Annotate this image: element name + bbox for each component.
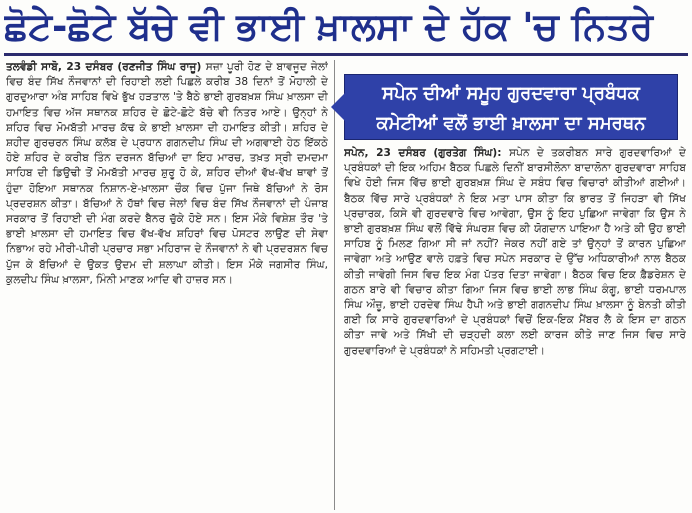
right-article-dateline: ਸਪੇਨ, 23 ਦਸੰਬਰ (ਗੁਰਤੇਗ ਸਿੰਘ): bbox=[344, 147, 510, 159]
headline: ਛੋਟੇ-ਛੋਟੇ ਬੱਚੇ ਵੀ ਭਾਈ ਖ਼ਾਲਸਾ ਦੇ ਹੱਕ 'ਚ ਨਿਤਰੇ bbox=[4, 5, 654, 48]
right-article-body: ਸਪੇਨ ਦੇ ਤਕਰੀਬਨ ਸਾਰੇ ਗੁਰਦਵਾਰਿਆਂ ਦੇ ਪ੍ਰਬੰਧਕਾਂ ਦੀ ਇਕ ਅਹਿਮ ਬੈਠਕ ਪਿਛਲੇ ਦਿਨੀਂ ਬਾਰਸੀਲੋਨਾ ਬਾਦਾਲੋਨਾ ਗੁਰਦਵਾਰਾ ਸਾਹਿਬ ਵਿਖੇ ਹੋਈ ਜਿਸ ਵਿੱਚ ਭਾਈ ਗੁਰਬਖ਼ਸ਼ ਸਿੰਘ ਦੇ ਸਬੰਧ ਵਿਚ ਵਿਚਾਰਾਂ ਕੀਤੀਆਂ ਗਈਆਂ। ਬੈਠਕ ਵਿੱਚ ਸਾਰੇ ਪ੍ਰਬੰਧਕਾਂ ਨੇ ਇਕ ਮਤਾ ਪਾਸ ਕੀਤਾ ਕਿ ਭਾਰਤ ਤੋਂ ਜਿਹੜਾ ਵੀ ਸਿੱਖ ਪ੍ਰਚਾਰਕ, ਕਿਸੇ ਵੀ ਗੁਰਦਵਾਰੇ ਵਿਚ ਆਵੇਗਾ, ਉਸ ਨੂੰ ਇਹ ਪੁਛਿਆ ਜਾਵੇਗਾ ਕਿ ਉਸ ਨੇ ਭਾਈ ਗੁਰਬਖ਼ਸ਼ ਸਿੰਘ ਵਲੋਂ ਵਿੱਢੇ ਸੰਘਰਸ਼ ਵਿਚ ਕੀ ਯੋਗਦਾਨ ਪਾਇਆ ਹੈ ਅਤੇ ਕੀ ਉਹ ਭਾਈ ਸਾਹਿਬ ਨੂੰ ਮਿਲਣ ਗਿਆ ਸੀ ਜਾਂ ਨਹੀਂ? ਜੇਕਰ ਨਹੀਂ ਗਏ ਤਾਂ ਉਨ੍ਹਾਂ ਤੋਂ ਕਾਰਨ ਪੁਛਿਆ ਜਾਵੇਗਾ ਅਤੇ ਆਉਣ ਵਾਲੇ ਹਫ਼ਤੇ ਵਿਚ ਸਪੇਨ ਸਰਕਾਰ ਦੇ ਉੱਚ ਅਧਿਕਾਰੀਆਂ ਨਾਲ ਬੈਠਕ ਕੀਤੀ ਜਾਵੇਗੀ ਜਿਸ ਵਿਚ ਇਕ ਮੰਗ ਪੱਤਰ ਦਿਤਾ ਜਾਵੇਗਾ। ਬੈਠਕ ਵਿਚ ਇਕ ਫ਼ੈਡਰੇਸ਼ਨ ਦੇ ਗਠਨ ਬਾਰੇ ਵੀ ਵਿਚਾਰ ਕੀਤਾ ਗਿਆ ਜਿਸ ਵਿਚ ਭਾਈ ਲਾਭ ਸਿੰਘ ਕੰਗੂ, ਭਾਈ ਧਰਮਪਾਲ ਸਿੰਘ ਔਜ਼ੂ, ਭਾਈ ਹਰਦੇਵ ਸਿੰਘ ਹੈਪੀ ਅਤੇ ਭਾਈ ਗਗਨਦੀਪ ਸਿੰਘ ਖ਼ਾਲਸਾ ਨੂੰ ਬੇਨਤੀ ਕੀਤੀ ਗਈ ਕਿ ਸਾਰੇ ਗੁਰਦਵਾਰਿਆਂ ਦੇ ਪ੍ਰਬੰਧਕਾਂ ਵਿਚੋਂ ਇਕ-ਇਕ ਮੈਂਬਰ ਲੈ ਕੇ ਇਸ ਦਾ ਗਠਨ ਕੀਤਾ ਜਾਵੇ ਅਤੇ ਸਿੱਖੀ ਦੀ ਚੜ੍ਹਦੀ ਕਲਾ ਲਈ ਕਾਰਜ ਕੀਤੇ ਜਾਣ ਜਿਸ ਵਿਚ ਸਾਰੇ ਗੁਰਦਵਾਰਿਆਂ ਦੇ ਪ੍ਰਬੰਧਕਾਂ ਨੇ ਸਹਿਮਤੀ ਪ੍ਰਗਟਾਈ। bbox=[344, 147, 686, 357]
right-article bbox=[344, 146, 686, 508]
left-article-body: ਸਜ਼ਾ ਪੂਰੀ ਹੋਣ ਦੇ ਬਾਵਜੂਦ ਜੇਲਾਂ ਵਿਚ ਬੰਦ ਸਿੱਖ ਨੌਜਵਾਨਾਂ ਦੀ ਰਿਹਾਈ ਲਈ ਪਿਛਲੇ ਕਰੀਬ 38 ਦਿਨਾਂ ਤੋਂ ਮੋਹਾਲੀ ਦੇ ਗੁਰਦੁਆਰਾ ਅੰਬ ਸਾਹਿਬ ਵਿਖੇ ਭੁੱਖ ਹੜਤਾਲ 'ਤੇ ਬੈਠੇ ਭਾਈ ਗੁਰਬਖ਼ਸ਼ ਸਿੰਘ ਖ਼ਾਲਸਾ ਦੀ ਹਮਾਇਤ ਵਿਚ ਅੱਜ ਸਥਾਨਕ ਸ਼ਹਿਰ ਦੇ ਛੋਟੇ-ਛੋਟੇ ਬੱਚੇ ਵੀ ਨਿਤਰ ਆਏ। ਉਨ੍ਹਾਂ ਨੇ ਸ਼ਹਿਰ ਵਿਚ ਮੋਮਬੱਤੀ ਮਾਰਚ ਕੱਢ ਕੇ ਭਾਈ ਖ਼ਾਲਸਾ ਦੀ ਹਮਾਇਤ ਕੀਤੀ। ਸ਼ਹਿਰ ਦੇ ਸ਼ਹੀਦ ਗੁਰਚਰਨ ਸਿੰਘ ਕਲੱਬ ਦੇ ਪ੍ਰਧਾਨ ਗਗਨਦੀਪ ਸਿੰਘ ਦੀ ਅਗਵਾਈ ਹੇਠ ਇੱਕਠੇ ਹੋਏ ਸ਼ਹਿਰ ਦੇ ਕਰੀਬ ਤਿੰਨ ਦਰਜਨ ਬੱਚਿਆਂ ਦਾ ਇਹ ਮਾਰਚ, ਤਖ਼ਤ ਸ੍ਰੀ ਦਮਦਮਾ ਸਾਹਿਬ ਦੀ ਡਿਉਢੀ ਤੋਂ ਮੋਮਬੱਤੀ ਮਾਰਚ ਸ਼ੁਰੂ ਹੋ ਕੇ, ਸ਼ਹਿਰ ਦੀਆਂ ਵੱਖ-ਵੱਖ ਥਾਵਾਂ ਤੋਂ ਹੁੰਦਾ ਹੋਇਆ ਸਥਾਨਕ ਨਿਸ਼ਾਨ-ਏ-ਖ਼ਾਲਸਾ ਚੌਕ ਵਿਚ ਪੁੱਜਾ ਜਿਥੇ ਬੱਚਿਆਂ ਨੇ ਰੋਸ ਪ੍ਰਦਰਸ਼ਨ ਕੀਤਾ। ਬੱਚਿਆਂ ਨੇ ਹੱਥਾਂ ਵਿਚ ਜੇਲਾਂ ਵਿਚ ਬੰਦ ਸਿੱਖ ਨੌਜਵਾਨਾਂ ਦੀ ਪੰਜਾਬ ਸਰਕਾਰ ਤੋਂ ਰਿਹਾਈ ਦੀ ਮੰਗ ਕਰਦੇ ਬੈਨਰ ਚੁੱਕੇ ਹੋਏ ਸਨ। ਇਸ ਮੌਕੇ ਵਿਸ਼ੇਸ਼ ਤੌਰ 'ਤੇ ਭਾਈ ਖ਼ਾਲਸਾ ਦੀ ਹਮਾਇਤ ਵਿਚ ਵੱਖ-ਵੱਖ ਸ਼ਹਿਰਾਂ ਵਿਚ ਪੋਸਟਰ ਲਾਉਣ ਦੀ ਸੇਵਾ ਨਿਭਾਅ ਰਹੇ ਮੀਰੀ-ਪੀਰੀ ਪ੍ਰਚਾਰ ਸਭਾ ਮਹਿਰਾਜ ਦੇ ਨੌਜਵਾਨਾਂ ਨੇ ਵੀ ਪ੍ਰਦਰਸ਼ਨ ਵਿਚ ਪੁੱਜ ਕੇ ਬੱਚਿਆਂ ਦੇ ਉਕਤ ਉਦਮ ਦੀ ਸ਼ਲਾਘਾ ਕੀਤੀ। ਇਸ ਮੌਕੇ ਜਗਸੀਰ ਸਿੰਘ, ਕੁਲਦੀਪ ਸਿੰਘ ਖ਼ਾਲਸਾ, ਮਿੰਨੀ ਮਾਣਕ ਆਦਿ ਵੀ ਹਾਜ਼ਰ ਸਨ। bbox=[6, 61, 328, 286]
left-article bbox=[6, 60, 328, 510]
subhead-line-1: ਸਪੇਨ ਦੀਆਂ ਸਮੂਹ ਗੁਰਦਵਾਰਾ ਪ੍ਰਬੰਧਕ bbox=[382, 83, 640, 104]
headline-rule bbox=[4, 53, 688, 56]
subhead-line-2: ਕਮੇਟੀਆਂ ਵਲੋਂ ਭਾਈ ਖ਼ਾਲਸਾ ਦਾ ਸਮਰਥਨ bbox=[376, 113, 646, 134]
column-divider bbox=[334, 60, 335, 510]
right-article-subhead bbox=[344, 74, 678, 140]
left-article-dateline: ਤਲਵੰਡੀ ਸਾਬੋ, 23 ਦਸੰਬਰ (ਰਣਜੀਤ ਸਿੰਘ ਰਾਜੂ) bbox=[6, 61, 206, 73]
